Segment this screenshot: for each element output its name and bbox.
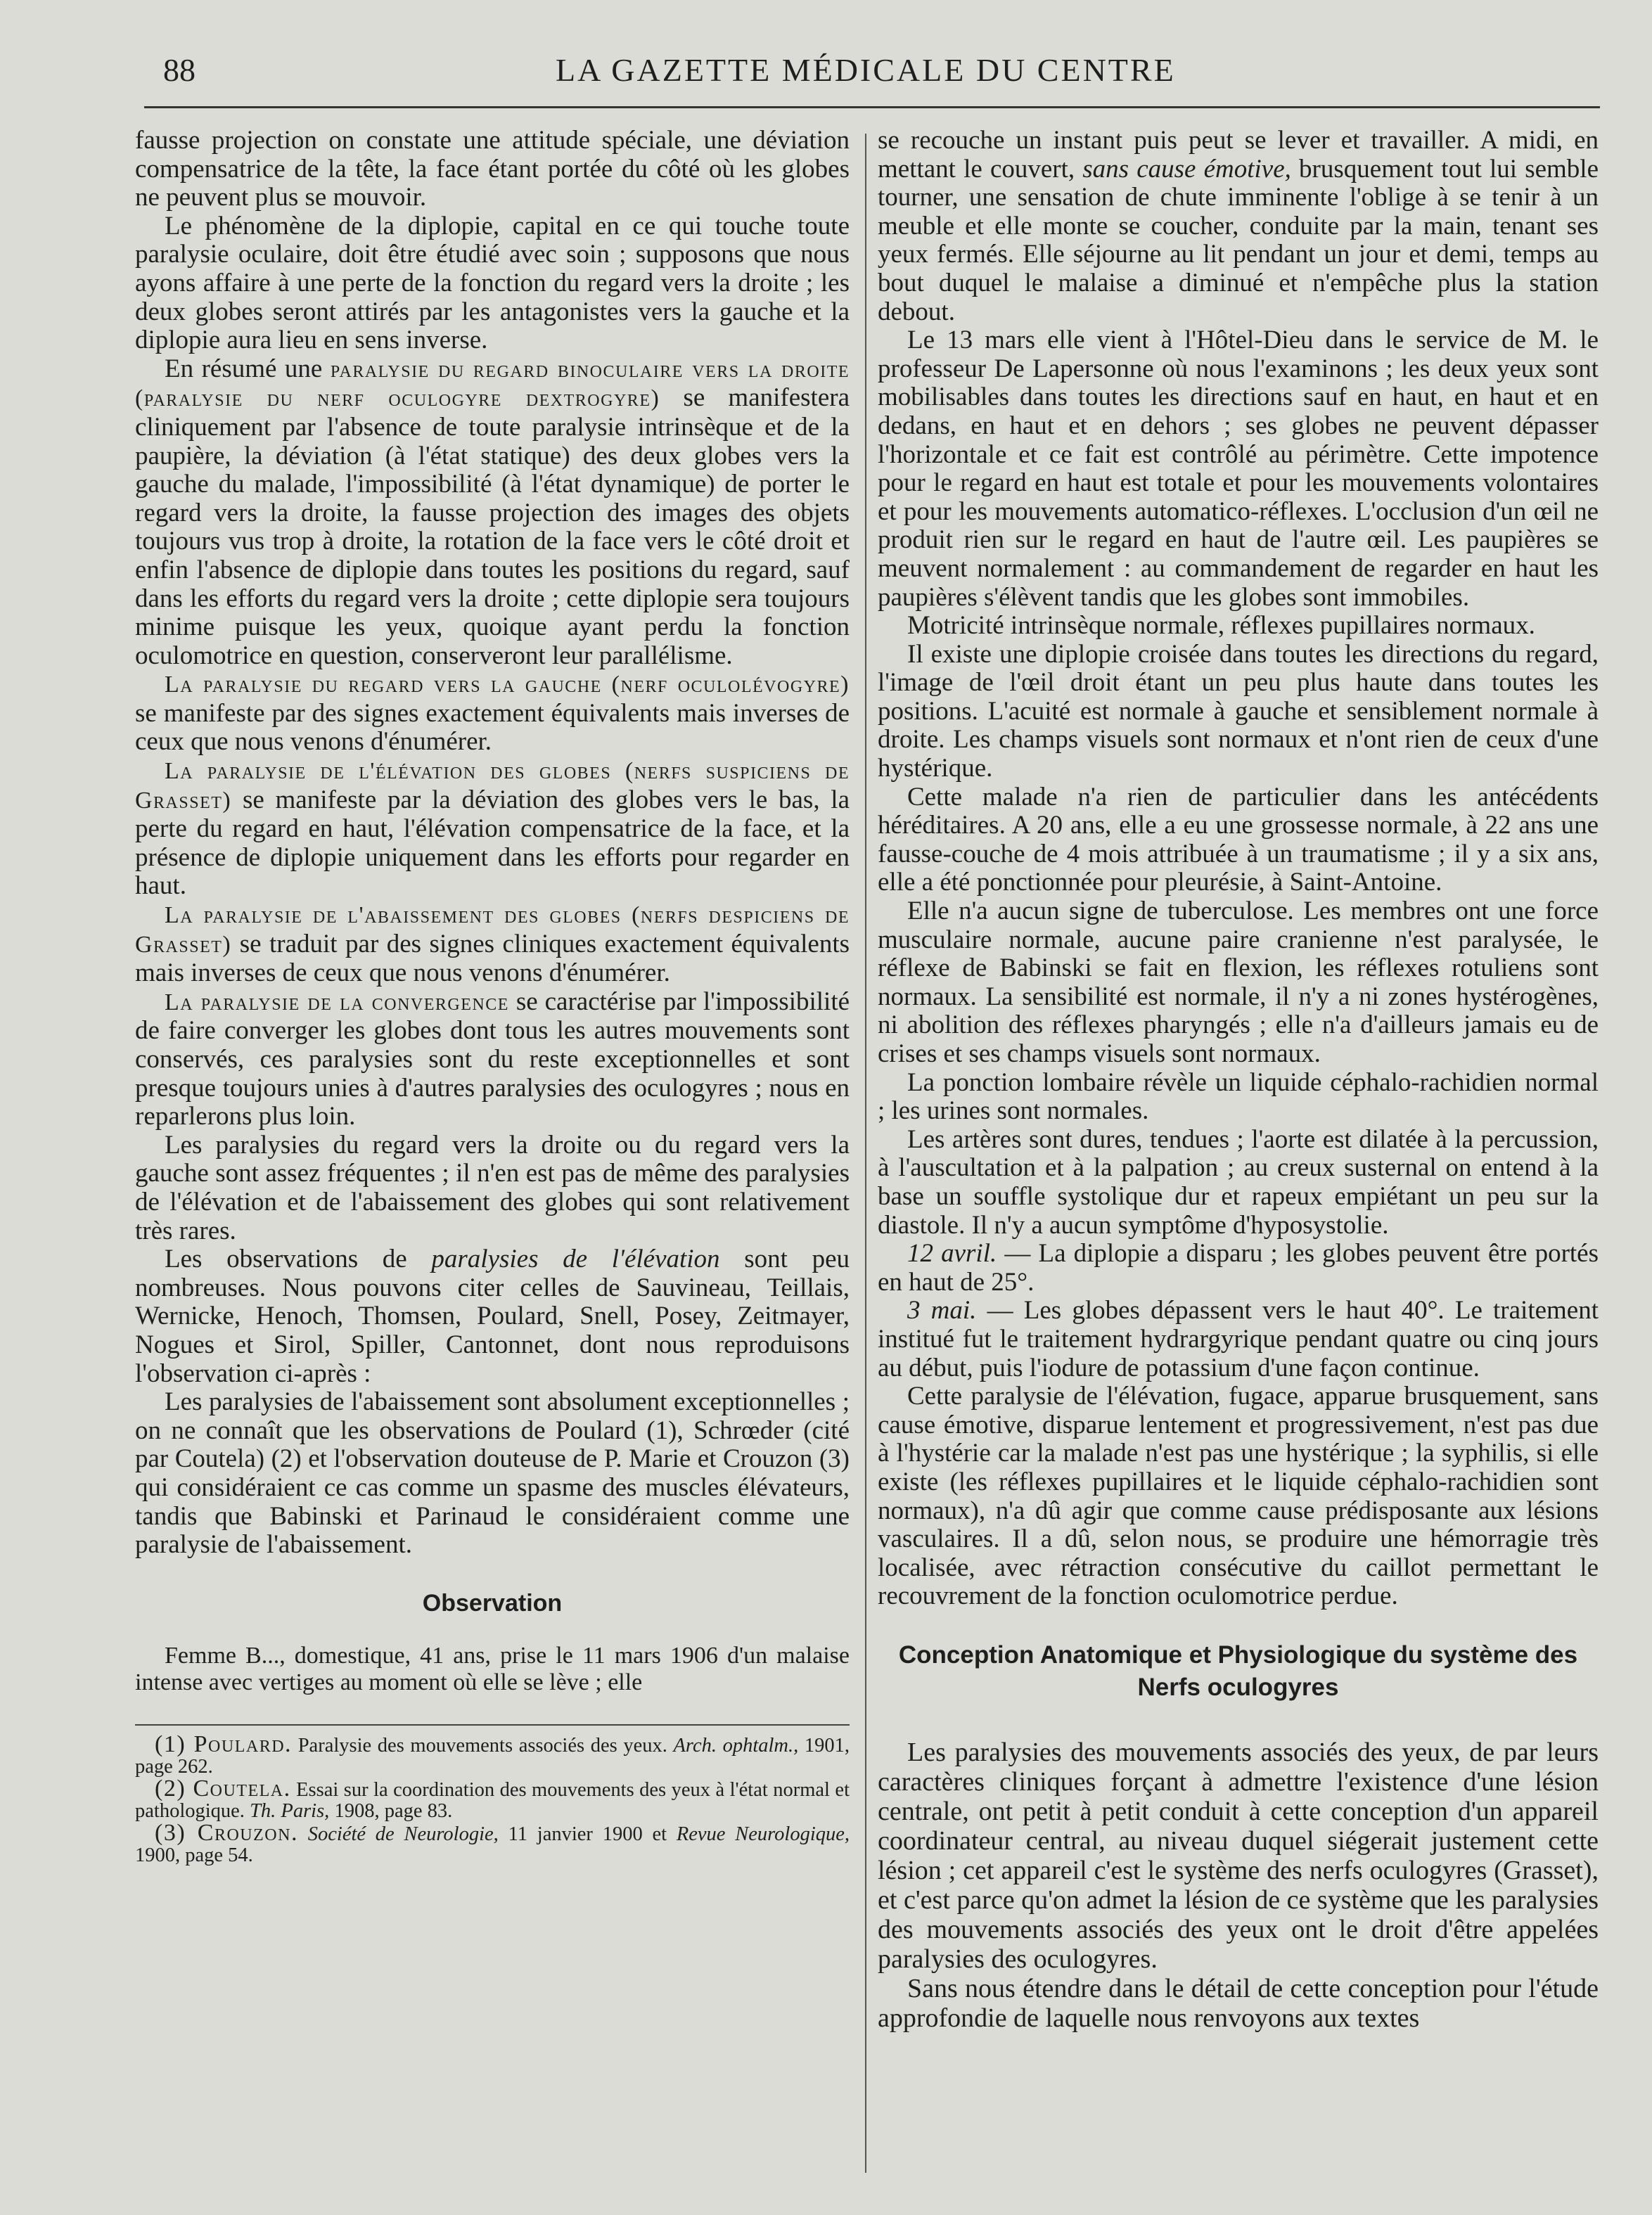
paragraph: La ponction lombaire révèle un liquide céphalo-rachidien normal ; les urines sont normales. — [878, 1067, 1599, 1126]
small-caps-term: La paralysie de l'élévation des globes (nerfs suspiciens de Grasset) — [135, 758, 850, 814]
paragraph: Cette malade n'a rien de particulier dans les antécédents héréditaires. A 20 ans, elle a eu une grossesse normale, à 22 ans une fausse-couche de 4 mois attribuée à un traumatisme ; il y a six ans, elle a été ponctionnée pour pleurésie, à Saint-Antoine. — [878, 782, 1599, 897]
paragraph: Les paralysies de l'abaissement sont absolument exceptionnelles ; on ne connaît que les observations de Poulard (1), Schrœder (cité par Coutela) (2) et l'observation douteuse de P. Marie et Crouzon (3) qui considéraient ce cas comme un spasme des muscles élévateurs, tandis que Babinski et Parinaud le considéraient comme une paralysie de l'abaissement. — [135, 1387, 850, 1560]
text-run: se manifeste par des signes exactement équivalents mais inverses de ceux que nous venons d'énumérer. — [135, 698, 850, 757]
small-caps-term: paralysie du regard binoculaire vers la droite (paralysie du nerf oculogyre dextrogyre) — [135, 356, 850, 412]
journal-title: Th. Paris, — [250, 1800, 330, 1823]
paragraph: Le phénomène de la diplopie, capital en ce qui touche toute paralysie oculaire, doit être étudié avec soin ; supposons que nous ayons affaire à une perte de la fonction du regard vers la droite ; les deux globes seront attirés par les antagonistes vers la gauche et la diplopie aura lieu en sens inverse. — [135, 211, 850, 355]
paragraph — [135, 355, 850, 671]
observation-paragraph: Femme B..., domestique, 41 ans, prise le 11 mars 1906 d'un malaise intense avec vertiges au moment où elle se lève ; elle — [135, 1642, 850, 1695]
paragraph — [135, 1245, 850, 1388]
text-run: 1900, page 54. — [135, 1844, 253, 1867]
journal-title: Arch. ophtalm., — [673, 1734, 799, 1757]
text-run: En résumé une — [165, 354, 323, 383]
italic-term: paralysies de l'élévation — [431, 1245, 720, 1274]
column-divider — [865, 134, 866, 2173]
footnote — [135, 1819, 850, 1867]
text-run: 1901, page 262. — [135, 1734, 850, 1778]
paragraph — [878, 1297, 1599, 1382]
paragraph: Motricité intrinsèque normale, réflexes pupillaires normaux. — [907, 611, 1535, 641]
paragraph: Cette paralysie de l'élévation, fugace, apparue brusquement, sans cause émotive, disparue lentement et progressivement, n'est pas due à l'hystérie car la malade n'est pas une hystérique ; la syphilis, si elle existe (les réflexes pupillaires et le liquide céphalo-rachidien sont normaux), n'a dû agir que comme cause prédisposante aux lésions vasculaires. Il a dû, selon nous, se produire une hémorragie très localisée, avec rétraction consécutive du caillot permettant le recouvrement de la fonction oculomotrice perdue. — [878, 1382, 1599, 1611]
paragraph: Les artères sont dures, tendues ; l'aorte est dilatée à la percussion, à l'auscultation et à la palpation ; au creux susternal on entend à la base un souffle systolique dur et rapeux empiétant un peu sur la diastole. Il n'y a aucun symptôme d'hyposystolie. — [878, 1124, 1599, 1240]
running-title: LA GAZETTE MÉDICALE DU CENTRE — [556, 52, 1176, 88]
journal-title: Société de Neurologie, — [307, 1823, 499, 1845]
text-run: se manifeste par la déviation des globes vers le bas, la perte du regard en haut, l'élévation compensatrice de la face, et la présence de diplopie uniquement dans les efforts pour regarder en haut. — [135, 785, 850, 901]
paragraph: Sans nous étendre dans le détail de cette conception pour l'étude approfondie de laquelle nous renvoyons aux textes — [878, 1973, 1599, 2033]
paragraph — [878, 1240, 1599, 1297]
section-body — [878, 1738, 1599, 2033]
text-run: sont peu nombreuses. Nous pouvons citer celles de Sauvineau, Teillais, Wernicke, Henoch, Thomsen, Poulard, Snell, Posey, Zeitmayer, Nogues et Sirol, Spiller, Cantonnet, dont nous reproduisons l'observation ci-après : — [135, 1245, 850, 1388]
footnote — [135, 1731, 850, 1778]
page-number: 88 — [163, 52, 196, 88]
footnote-rule — [135, 1724, 850, 1726]
paragraph: Il existe une diplopie croisée dans toutes les directions du regard, l'image de l'œil droit étant un peu plus haute dans toutes les positions. L'acuité est normale à gauche et sensiblement normale à droite. Les champs visuels sont normaux et n'ont rien de ceux d'une hystérique. — [878, 639, 1599, 783]
text-run: — La diplopie a disparu ; les globes peuvent être portés en haut de 25°. — [878, 1239, 1599, 1297]
text-run: 1908, page 83. — [334, 1800, 453, 1823]
paragraph — [135, 988, 850, 1131]
date-label: 12 avril. — [907, 1239, 997, 1269]
paragraph: Les paralysies du regard vers la droite ou du regard vers la gauche sont assez fréquentes ; il n'en est pas de même des paralysies de l'élévation et de l'abaissement des globes qui sont relativement très rares. — [135, 1130, 850, 1245]
footnote-author: (3) Crouzon. — [155, 1819, 298, 1846]
paragraph: Les paralysies des mouvements associés des yeux, de par leurs caractères cliniques forçant à admettre l'existence d'une lésion centrale, ont petit à petit conduit à cette conception d'un appareil coordinateur central, au niveau duquel siégerait justement cette lésion ; cet appareil c'est le système des nerfs oculogyres (Grasset), et c'est parce qu'on admet la lésion de ce système que les paralysies des mouvements associés des yeux ont le droit d'être appelées paralysies des oculogyres. — [878, 1737, 1599, 1974]
paragraph: fausse projection on constate une attitude spéciale, une déviation compensatrice de la tête, la face étant portée du côté où les globes ne peuvent plus se mouvoir. — [135, 126, 850, 212]
paragraph — [135, 901, 850, 988]
footnote — [135, 1775, 850, 1823]
right-column — [878, 127, 1599, 2033]
text-run: se caractérise par l'impossibilité de faire converger les globes dont tous les autres mouvements sont conservés, ces paralysies sont du reste exceptionnelles et sont presque toujours unies à d'autres paralysies des oculogyres ; nous en reparlerons plus loin. — [135, 987, 850, 1131]
paragraph — [135, 670, 850, 757]
paragraph — [135, 757, 850, 901]
paragraph: Elle n'a aucun signe de tuberculose. Les membres ont une force musculaire normale, aucune paire cranienne n'est paralysée, le réflexe de Babinski se fait en flexion, les réflexes rotuliens sont normaux. La sensibilité est normale, il n'y a ni zones hystérogènes, ni abolition des réflexes pharyngés ; elle n'a d'ailleurs jamais eu de crises et ses champs visuels sont normaux. — [878, 897, 1599, 1068]
small-caps-term: La paralysie de la convergence — [165, 989, 509, 1015]
text-run: Les observations de — [165, 1245, 407, 1274]
text-run: — Les globes dépassent vers le haut 40°. Le traitement institué fut le traitement hydrargyrique pendant quatre ou cinq jours au début, puis l'iodure de potassium d'une façon continue. — [878, 1296, 1599, 1382]
text-run: 11 janvier 1900 et — [508, 1823, 667, 1845]
paragraph: Le 13 mars elle vient à l'Hôtel-Dieu dans le service de M. le professeur De Lapersonne où nous l'examinons ; les deux yeux sont mobilisables dans toutes les directions sauf en haut, en haut et en dedans, en haut et en dehors ; ses globes ne peuvent dépasser l'horizontale et ce fait est contrôlé au périmètre. Cette impotence pour le regard en haut est totale et pour les mouvements volontaires et pour les mouvements automatico-réflexes. L'occlusion d'un œil ne produit rien sur le regard en haut de l'autre œil. Les paupières se meuvent normalement : au commandement de regarder en haut les paupières s'élèvent tandis que les globes sont immobiles. — [878, 326, 1599, 612]
text-run: se traduit par des signes cliniques exactement équivalents mais inverses de ceux que nous venons d'énumérer. — [135, 929, 850, 988]
footnote-author: (2) Coutela. — [155, 1775, 291, 1802]
text-run: Essai sur la coordination des mouvements des yeux à l'état normal et pathologique. — [135, 1778, 850, 1823]
observation-heading: Observation — [422, 1589, 563, 1617]
paragraph — [878, 127, 1599, 326]
left-column — [135, 127, 850, 1867]
footnote-author: (1) Poulard. — [155, 1731, 293, 1757]
small-caps-term: La paralysie de l'abaissement des globes (nerfs despiciens de Grasset) — [135, 902, 850, 958]
text-run: Paralysie des mouvements associés des yeux. — [297, 1734, 667, 1757]
journal-title: Revue Neurologique, — [676, 1823, 850, 1845]
header-rule — [144, 106, 1600, 108]
text-run: brusquement tout lui semble tourner, une sensation de chute imminente l'oblige à se tenir à un meuble et elle monte se coucher, conduite par la main, tenant ses yeux fermés. Elle séjourne au lit pendant un jour et demi, temps au bout duquel le malaise a diminué et n'empêche plus la station debout. — [878, 154, 1599, 326]
text-run: se manifestera cliniquement par l'absence de toute paralysie intrinsèque et de la paupière, la déviation (à l'état statique) des deux globes vers la gauche du malade, l'impossibilité (à l'état dynamique) de porter le regard vers la droite, la fausse projection des images des objets toujours vus trop à droite, la rotation de la face vers le côté droit et enfin l'absence de diplopie dans toutes les positions du regard, sauf dans les efforts du regard vers la droite ; cette diplopie sera toujours minime puisque les yeux, quoique ayant perdu la fonction oculomotrice en question, conserveront leur parallélisme. — [135, 383, 850, 670]
date-label: 3 mai. — [907, 1296, 977, 1325]
text-run: se recouche un instant puis peut se lever et travailler. A midi, en mettant le couvert, — [878, 126, 1599, 184]
small-caps-term: La paralysie du regard vers la gauche (nerf oculolévogyre) — [165, 672, 850, 698]
section-heading: Conception Anatomique et Physiologique du système des Nerfs oculogyres — [898, 1641, 1578, 1701]
italic-term: sans cause émotive, — [1082, 154, 1291, 184]
